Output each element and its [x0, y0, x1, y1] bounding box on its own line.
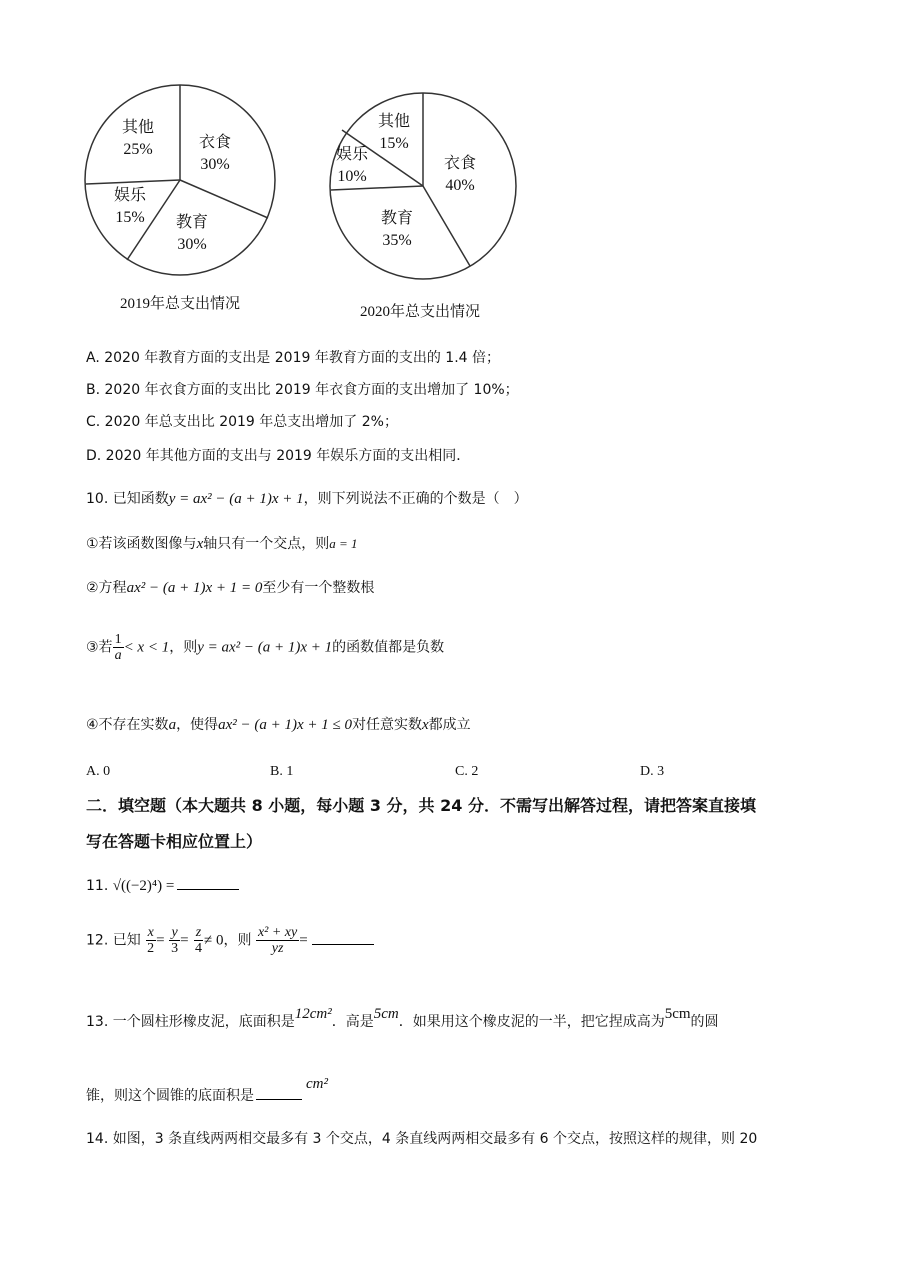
pie-2019-label-other: 其他 25%	[122, 119, 155, 158]
q9-option-b: B. 2020 年衣食方面的支出比 2019 年衣食方面的支出增加了 10%；	[86, 382, 519, 398]
q10-option-d: D. 3	[640, 764, 665, 779]
q10-statement-4: ④不存在实数a，使得ax² − (a + 1)x + 1 ≤ 0对任意实数x都成立	[86, 717, 471, 733]
pie-2019-label-entertainment: 娱乐 15%	[114, 187, 147, 226]
q12: 12. 已知 $\frac{x}{2}$ = $\frac{y}{3}$ = $\frac{z}{4}$ ≠ 0，则 $\frac{\text{x² + xy}}{yz}$ =	[86, 925, 374, 956]
q9-option-d: D. 2020 年其他方面的支出与 2019 年娱乐方面的支出相同．	[86, 448, 471, 464]
pie-2020-label-entertainment: 娱乐 10%	[336, 146, 369, 185]
q13-answer-blank[interactable]	[256, 1085, 302, 1100]
q13-line-1: 13. 一个圆柱形橡皮泥，底面积是12cm²．高是5cm．如果用这个橡皮泥的一半，把它捏成高为5cm的圆	[86, 1006, 719, 1030]
pie-2019-label-education: 教育 30%	[176, 214, 209, 253]
q10-option-a: A. 0	[86, 764, 111, 779]
pie-2020-caption: 2020年总支出情况	[360, 304, 481, 320]
q10-option-b: B. 1	[270, 764, 294, 779]
q9-option-a: A. 2020 年教育方面的支出是 2019 年教育方面的支出的 1.4 倍；	[86, 350, 501, 366]
q14: 14. 如图，3 条直线两两相交最多有 3 个交点，4 条直线两两相交最多有 6 个交点，按照这样的规律，则 20	[86, 1131, 758, 1147]
q11: 11. √((−2)⁴) =	[86, 875, 239, 895]
q9-option-c: C. 2020 年总支出比 2019 年总支出增加了 2%；	[86, 414, 398, 430]
pie-2020-label-other: 其他 15%	[378, 113, 411, 152]
q12-fraction-expression: $\frac{\text{x² + xy}}{yz}$	[257, 925, 298, 956]
q10-function: y = ax² − (a + 1)x + 1	[168, 491, 304, 507]
q12-fraction-z-4: $\frac{z}{4}$	[195, 925, 203, 956]
pie-2019-caption: 2019年总支出情况	[120, 296, 241, 312]
pie-2019-label-food: 衣食 30%	[199, 134, 232, 173]
section-2-heading-line-1: 二．填空题（本大题共 8 小题，每小题 3 分，共 24 分．不需写出解答过程，请把答案直接填	[86, 796, 756, 815]
q10-statement-2: ②方程ax² − (a + 1)x + 1 = 0至少有一个整数根	[86, 580, 375, 596]
q13-line-2: 锥，则这个圆锥的底面积是cm²	[86, 1076, 328, 1104]
pie-2020-label-education: 教育 35%	[381, 210, 414, 249]
q10-stem: 10. 已知函数y = ax² − (a + 1)x + 1，则下列说法不正确的个数是（ ）	[86, 491, 528, 507]
q11-expression: √((−2)⁴) =	[112, 878, 175, 894]
q10-statement-3: ③若 $\frac{1}{a}$ < x < 1，则y = ax² − (a + 1)x + 1的函数值都是负数	[86, 632, 445, 663]
q12-fraction-x-2: $\frac{x}{2}$	[147, 925, 155, 956]
q11-answer-blank[interactable]	[177, 875, 239, 890]
q10-statement-1: ①若该函数图像与x轴只有一个交点，则a = 1	[86, 536, 358, 552]
q10-fraction-1-over-a: $\frac{1}{a}$	[114, 632, 122, 663]
q12-fraction-y-3: $\frac{y}{3}$	[171, 925, 179, 956]
q10-option-c: C. 2	[455, 764, 479, 779]
section-2-heading-line-2: 写在答题卡相应位置上）	[86, 832, 263, 851]
pie-2020-label-food: 衣食 40%	[444, 155, 477, 194]
q12-answer-blank[interactable]	[312, 930, 374, 945]
